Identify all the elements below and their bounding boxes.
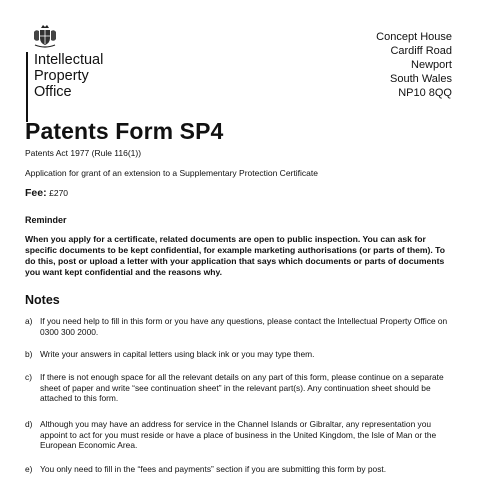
- note-text: You only need to fill in the “fees and payments” section if you are submitting this form by post.: [40, 464, 387, 474]
- logo-divider: [26, 52, 28, 122]
- address-line: South Wales: [390, 73, 452, 85]
- form-title: Patents Form SP4: [25, 118, 224, 144]
- note-letter: b): [25, 349, 33, 359]
- royal-coat-of-arms-icon: [32, 24, 58, 48]
- note-letter: a): [25, 316, 33, 326]
- note-text: If there is not enough space for all the relevant details on any part of this form, please continue on a separate sheet of paper and write “see continuation sheet” in the relevant part(s). Any continuation sheet should be attached to this form.: [40, 372, 444, 404]
- fee-line: [25, 187, 68, 199]
- note-letter: c): [25, 372, 32, 382]
- logo-line: Intellectual: [34, 52, 104, 68]
- address-line: Cardiff Road: [390, 45, 452, 57]
- fee-value: £270: [49, 188, 69, 198]
- form-purpose: Application for grant of an extension to a Supplementary Protection Certificate: [25, 168, 318, 178]
- logo-wordmark: [34, 52, 103, 100]
- note-text: Although you may have an address for service in the Channel Islands or Gibraltar, any representation you appoint to act for you must reside or have a place of business in the United Kingdom, the Isle of Man or the European Economic Area.: [40, 419, 437, 451]
- reminder-text: When you apply for a certificate, related documents are open to public inspection. You can ask for specific documents to be kept confidential, for example marketing authorisations (or parts of them). To do this, post or upload a letter with your application that says which documents or parts of documents you want kept confidential and the reasons why.: [25, 234, 446, 277]
- note-letter: e): [25, 464, 33, 474]
- logo-line: Property: [34, 68, 89, 84]
- address-line: NP10 8QQ: [398, 87, 452, 99]
- address-line: Newport: [411, 59, 452, 71]
- note-letter: d): [25, 419, 33, 429]
- reminder-heading: Reminder: [25, 215, 67, 225]
- office-address: [376, 30, 452, 100]
- form-legislation: Patents Act 1977 (Rule 116(1)): [25, 148, 142, 158]
- ipo-logo: [24, 24, 134, 104]
- address-line: Concept House: [376, 31, 452, 43]
- fee-label: Fee:: [25, 187, 47, 199]
- logo-line: Office: [34, 84, 72, 100]
- note-text: Write your answers in capital letters using black ink or you may type them.: [40, 349, 315, 359]
- notes-heading: Notes: [25, 293, 60, 307]
- note-text: If you need help to fill in this form or you have any questions, please contact the Intellectual Property Office on 0300 300 2000.: [40, 316, 448, 337]
